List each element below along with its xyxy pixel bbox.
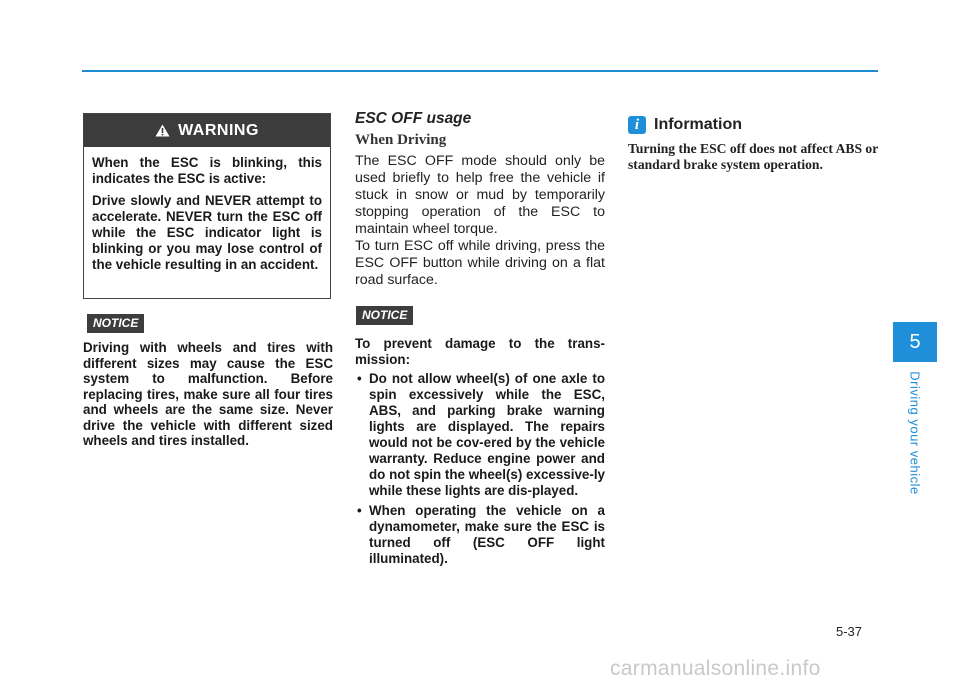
esc-off-heading: ESC OFF usage (355, 110, 472, 127)
info-icon: i (628, 116, 646, 134)
notice-badge-1: NOTICE (87, 314, 144, 333)
page-number: 5-37 (836, 624, 863, 639)
top-rule (82, 70, 878, 72)
esc-off-para-1: The ESC OFF mode should only be used briefly to help free the vehicle if stuck in snow or mud by temporarily stopping operation of the ESC to maintain wheel torque. (355, 153, 605, 237)
notice-2-body (355, 336, 605, 571)
chapter-label: Driving your vehicle (907, 371, 923, 495)
information-header (628, 116, 742, 134)
notice-2-list (355, 371, 605, 567)
warning-box (83, 113, 331, 299)
notice-badge-2: NOTICE (356, 306, 413, 325)
watermark: carmanualsonline.info (610, 657, 821, 680)
notice-1-text: Driving with wheels and tires with different sizes may cause the ESC system to malfunction. Before replacing tires, make sure all four tires and wheels are the same size. Never drive the vehicle with different sized wheels and tires installed. (83, 340, 333, 448)
warning-header (84, 114, 330, 147)
list-item: • When operating the vehicle on a dynamometer, make sure the ESC is turned off (ESC OFF light illuminated). (355, 503, 605, 567)
list-item: • Do not allow wheel(s) of one axle to spin excessively while the ESC, ABS, and parking brake warning lights are displayed. The repairs would not be cov-ered by the vehicle warranty. Reduce engine power and do not spin the wheel(s) excessive-ly while these lights are dis-played. (355, 371, 605, 499)
warning-body (84, 147, 330, 273)
notice-2-intro: To prevent damage to the trans-mission: (355, 336, 605, 367)
warning-triangle-icon (155, 124, 170, 137)
information-title: Information (654, 116, 742, 133)
warning-para-2: Drive slowly and NEVER attempt to accelerate. NEVER turn the ESC off while the ESC indicator light is blinking or you may lose control of the vehicle resulting in an accident. (92, 193, 322, 272)
warning-title: WARNING (178, 121, 259, 139)
esc-off-para-2: To turn ESC off while driving, press the ESC OFF button while driving on a flat road surface. (355, 238, 605, 288)
warning-para-1: When the ESC is blinking, this indicates the ESC is active: (92, 155, 322, 186)
information-text: Turning the ESC off does not affect ABS or standard brake system operation. (628, 141, 878, 172)
chapter-number-tab: 5 (893, 322, 937, 362)
when-driving-subheading: When Driving (355, 132, 447, 148)
